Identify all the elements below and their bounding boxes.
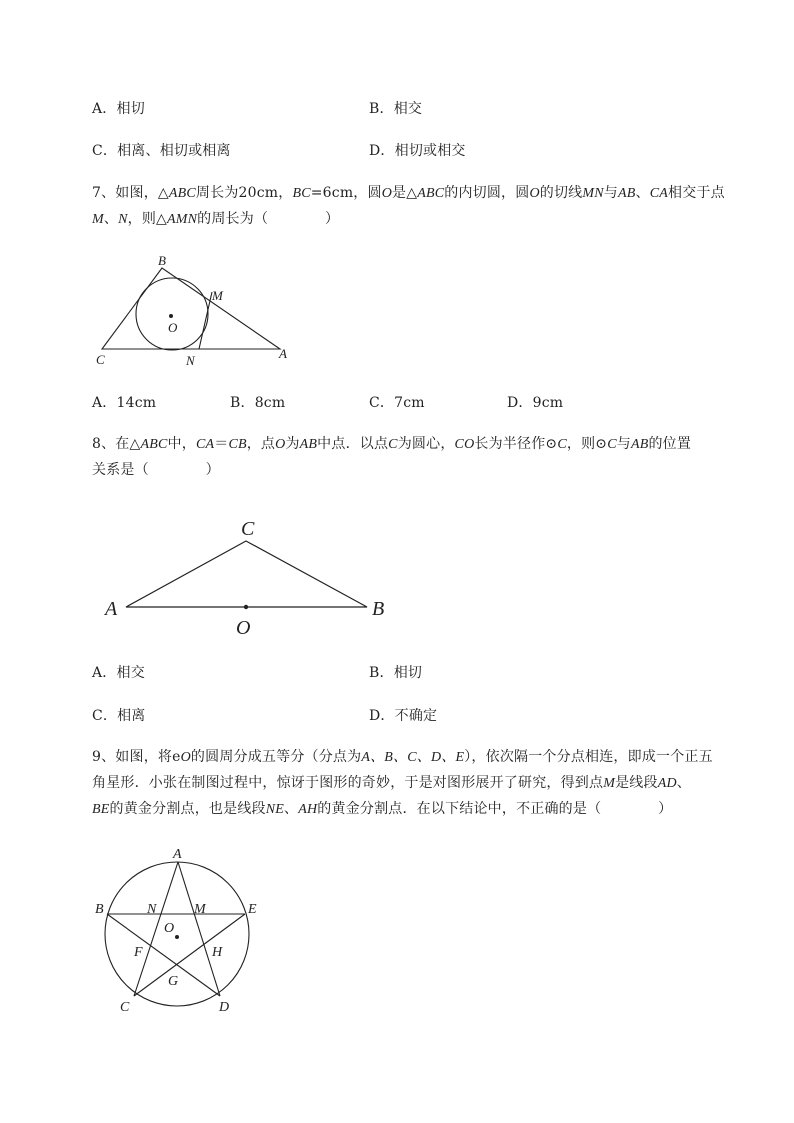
q9-label-a: A [173,847,182,862]
q7-label-o: O [168,320,178,335]
q9-label-n: N [147,902,157,917]
q9-label-e: E [248,902,257,917]
q8-option-b: B．相切 [369,665,423,681]
q7-label-a: A [279,346,287,361]
q9-segment-ad [178,862,220,996]
q8-label-a: A [105,598,118,620]
q8-label-b: B [372,598,385,620]
q7-stem-line2: M、N，则△AMN的周长为（ ） [92,211,340,227]
q8-label-o: O [236,617,251,639]
q9-label-b: B [95,902,104,917]
q9-label-c: C [120,1000,130,1015]
q9-label-o: O [164,921,175,936]
q9-label-g: G [168,974,179,989]
q9-center-dot [175,935,179,939]
q7-label-n: N [186,353,195,368]
q7-option-d: D．9cm [507,395,564,411]
q9-stem-line2: 角星形．小张在制图过程中，惊讶于图形的奇妙，于是对图形展开了研究，得到点M是线段AD、 [92,775,691,791]
q7-option-b: B．8cm [230,395,286,411]
q9-stem-line3: BE的黄金分割点，也是线段NE、AH的黄金分割点．在以下结论中，不正确的是（ ） [92,801,673,817]
q8-label-c: C [241,518,255,540]
q8-option-a: A．相交 [92,665,145,681]
q8-option-d: D．不确定 [369,708,438,724]
q7-stem-line1: 7、如图，△ABC周长为20cm，BC=6cm，圆O是△ABC的内切圆，圆O的切线MN与AB、CA相交于点 [92,185,725,201]
q9-label-f: F [134,945,143,960]
q8-stem-line2: 关系是（ ） [92,462,220,478]
q7-option-a: A．14cm [92,395,157,411]
q9-label-d: D [219,1000,230,1015]
q7-label-b: B [158,253,166,268]
q8-stem-line1: 8、在△ABC中，CA＝CB，点O为AB中点．以点C为圆心，CO长为半径作⊙C，则⊙C与AB的位置 [92,436,692,452]
q7-label-c: C [96,352,105,367]
q9-stem-line1: 9、如图，将eO的圆周分成五等分（分点为A、B、C、D、E），依次隔一个分点相连，即成一个正五 [92,749,713,765]
q6-option-a: A．相切 [92,101,145,117]
q7-option-c: C．7cm [369,395,425,411]
q7-label-m: M [212,288,223,303]
q6-option-d: D．相切或相交 [369,143,466,159]
q6-option-b: B．相交 [369,101,423,117]
q8-option-c: C．相离 [92,708,146,724]
q9-label-m: M [194,902,206,917]
q6-option-c: C．相离、相切或相离 [92,143,231,159]
q9-label-h: H [212,945,223,960]
